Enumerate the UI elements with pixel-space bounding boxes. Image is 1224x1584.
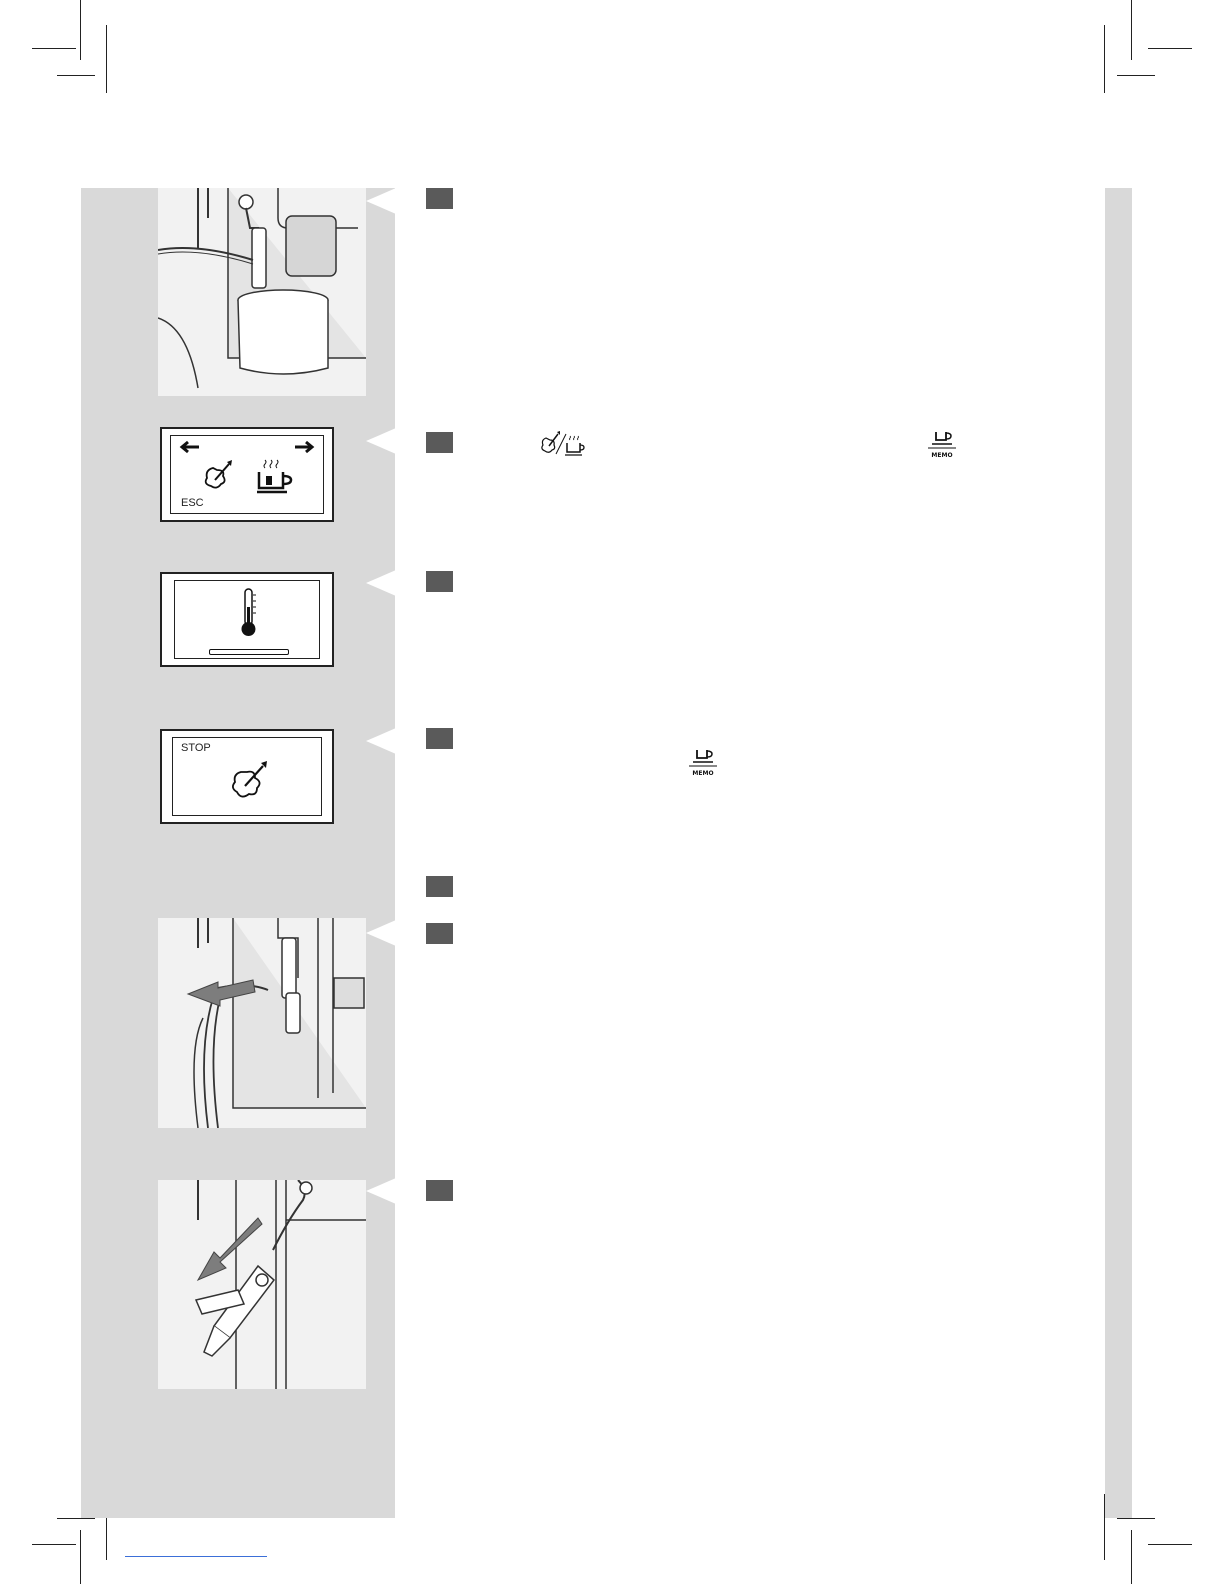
arrow-right-icon	[293, 440, 315, 454]
crop-mark	[1117, 75, 1155, 76]
crop-mark	[1104, 25, 1105, 93]
steam-hot-water-icon	[540, 430, 586, 458]
svg-text:MEMO: MEMO	[931, 452, 953, 459]
right-margin-bar	[1105, 188, 1132, 1518]
crop-mark	[1117, 1518, 1155, 1519]
crop-mark	[80, 1530, 81, 1584]
crop-mark	[1131, 0, 1132, 60]
crop-mark	[80, 0, 81, 60]
thermometer-icon	[237, 587, 261, 639]
steam-icon	[201, 458, 235, 492]
step-pointer	[366, 920, 396, 946]
step-pointer	[366, 728, 396, 754]
display-heating-screen	[160, 572, 334, 667]
esc-label: ESC	[181, 497, 204, 509]
memo-button-icon	[687, 748, 719, 778]
step-7-box	[426, 1180, 453, 1201]
steam-icon	[227, 758, 271, 804]
step-pointer	[366, 428, 396, 454]
crop-mark	[32, 1544, 76, 1545]
crop-mark	[1131, 1530, 1132, 1584]
arrow-left-icon	[179, 440, 201, 454]
crop-mark	[57, 1518, 95, 1519]
step-pointer	[366, 188, 396, 214]
step-1-box	[426, 188, 453, 209]
crop-mark	[32, 48, 76, 49]
remove-milk-tube-illustration	[158, 918, 366, 1128]
stop-label: STOP	[181, 742, 211, 754]
svg-text:MEMO: MEMO	[692, 770, 714, 777]
milk-frother-illustration	[158, 188, 366, 396]
display-select-screen	[160, 427, 334, 522]
step-4-box	[426, 728, 453, 749]
memo-button-icon	[926, 430, 958, 460]
crop-mark	[1148, 1544, 1192, 1545]
step-3-box	[426, 571, 453, 592]
crop-mark	[1148, 48, 1192, 49]
step-pointer	[366, 570, 396, 596]
step-5-box	[426, 876, 453, 897]
footer-link-underline	[125, 1556, 267, 1557]
hot-water-cup-icon	[257, 456, 297, 496]
display-stop-screen	[160, 729, 334, 824]
step-pointer	[366, 1178, 396, 1204]
crop-mark	[106, 25, 107, 93]
crop-mark	[57, 75, 95, 76]
step-6-box	[426, 923, 453, 944]
remove-nozzle-illustration	[158, 1180, 366, 1389]
progress-bar	[209, 649, 289, 655]
step-2-box	[426, 432, 453, 453]
